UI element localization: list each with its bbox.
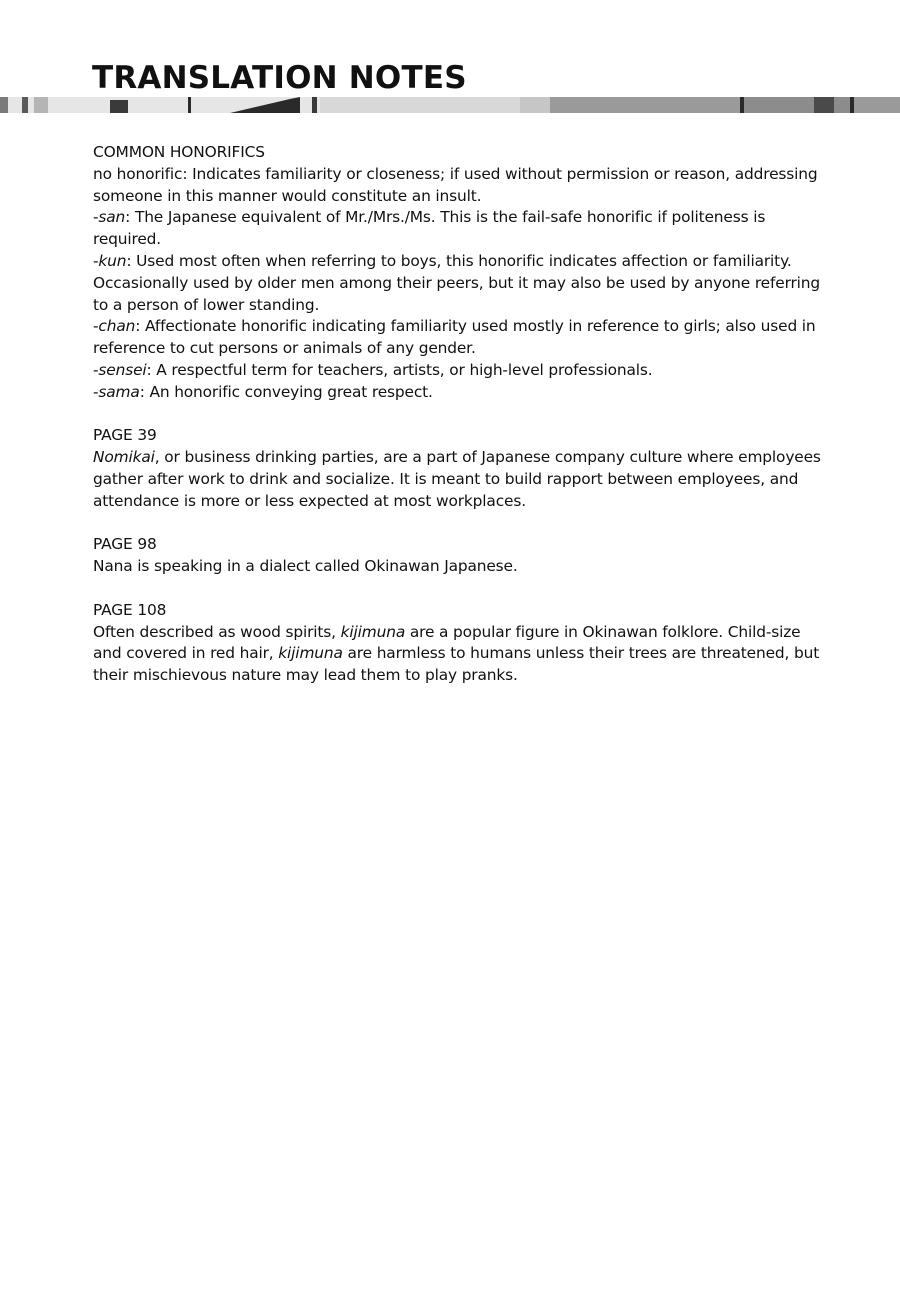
note-page-98 <box>93 534 828 578</box>
note-page-39 <box>93 425 828 512</box>
note-text: Nana is speaking in a dialect called Okinawan Japanese. <box>93 557 518 576</box>
note-italic-term: Nomikai <box>93 448 155 467</box>
honorific-entry <box>93 316 828 360</box>
honorific-prefix: - <box>93 208 99 227</box>
note-heading: PAGE 108 <box>93 600 167 619</box>
honorific-definition: : Affectionate honorific indicating familiarity used mostly in reference to girls; also used in reference to cut persons or animals of any gender. <box>93 317 816 358</box>
note-text-span: Often described as wood spirits, <box>93 622 341 641</box>
note-text-span: are harmless to humans unless their trees are threatened, but their mischievous nature may lead them to play pranks. <box>93 644 820 685</box>
title-banner-strip <box>0 97 900 113</box>
honorific-definition: : A respectful term for teachers, artists, or high-level professionals. <box>146 360 653 379</box>
honorific-term: no honorific <box>93 164 183 183</box>
notes-body <box>93 142 828 709</box>
note-heading: PAGE 39 <box>93 426 157 445</box>
honorific-prefix: - <box>93 360 99 379</box>
page-title: TRANSLATION NOTES <box>92 60 467 96</box>
honorifics-section <box>93 142 828 404</box>
honorific-definition: : The Japanese equivalent of Mr./Mrs./Ms. This is the fail-safe honorific if politeness is required. <box>93 208 766 249</box>
section-heading-honorifics: COMMON HONORIFICS <box>93 143 265 161</box>
honorific-entry <box>93 382 828 404</box>
note-text <box>93 622 828 687</box>
honorific-term: kun <box>98 251 127 270</box>
note-heading: PAGE 98 <box>93 535 157 554</box>
honorific-term: sensei <box>98 360 147 379</box>
honorific-prefix: - <box>93 251 99 270</box>
honorific-prefix: - <box>93 382 99 401</box>
honorific-term: chan <box>98 317 136 336</box>
honorific-prefix: - <box>93 317 99 336</box>
note-text-span: are a popular figure in Okinawan folklore. Child-size and covered in red hair, <box>93 622 801 663</box>
honorific-term: sama <box>98 382 140 401</box>
honorific-definition: : Used most often when referring to boys, this honorific indicates affection or familiarity. Occasionally used by older men among their peers, but it may also be used by anyone referring to a person of lower standing. <box>93 251 821 314</box>
honorific-term: san <box>98 208 126 227</box>
note-text <box>93 447 828 512</box>
honorific-entry <box>93 164 828 208</box>
honorific-definition: : Indicates familiarity or closeness; if used without permission or reason, addressing someone in this manner would constitute an insult. <box>93 164 818 205</box>
honorific-entry <box>93 360 828 382</box>
note-text-span: , or business drinking parties, are a part of Japanese company culture where employees gather after work to drink and socialize. It is meant to build rapport between employees, and attendance is more or less expected at most workplaces. <box>93 448 821 510</box>
note-italic-term: kijimuna <box>340 622 406 641</box>
honorific-entry <box>93 207 828 251</box>
note-page-108 <box>93 600 828 687</box>
honorific-entry <box>93 251 828 316</box>
honorific-definition: : An honorific conveying great respect. <box>139 382 433 401</box>
note-italic-term: kijimuna <box>278 644 343 663</box>
